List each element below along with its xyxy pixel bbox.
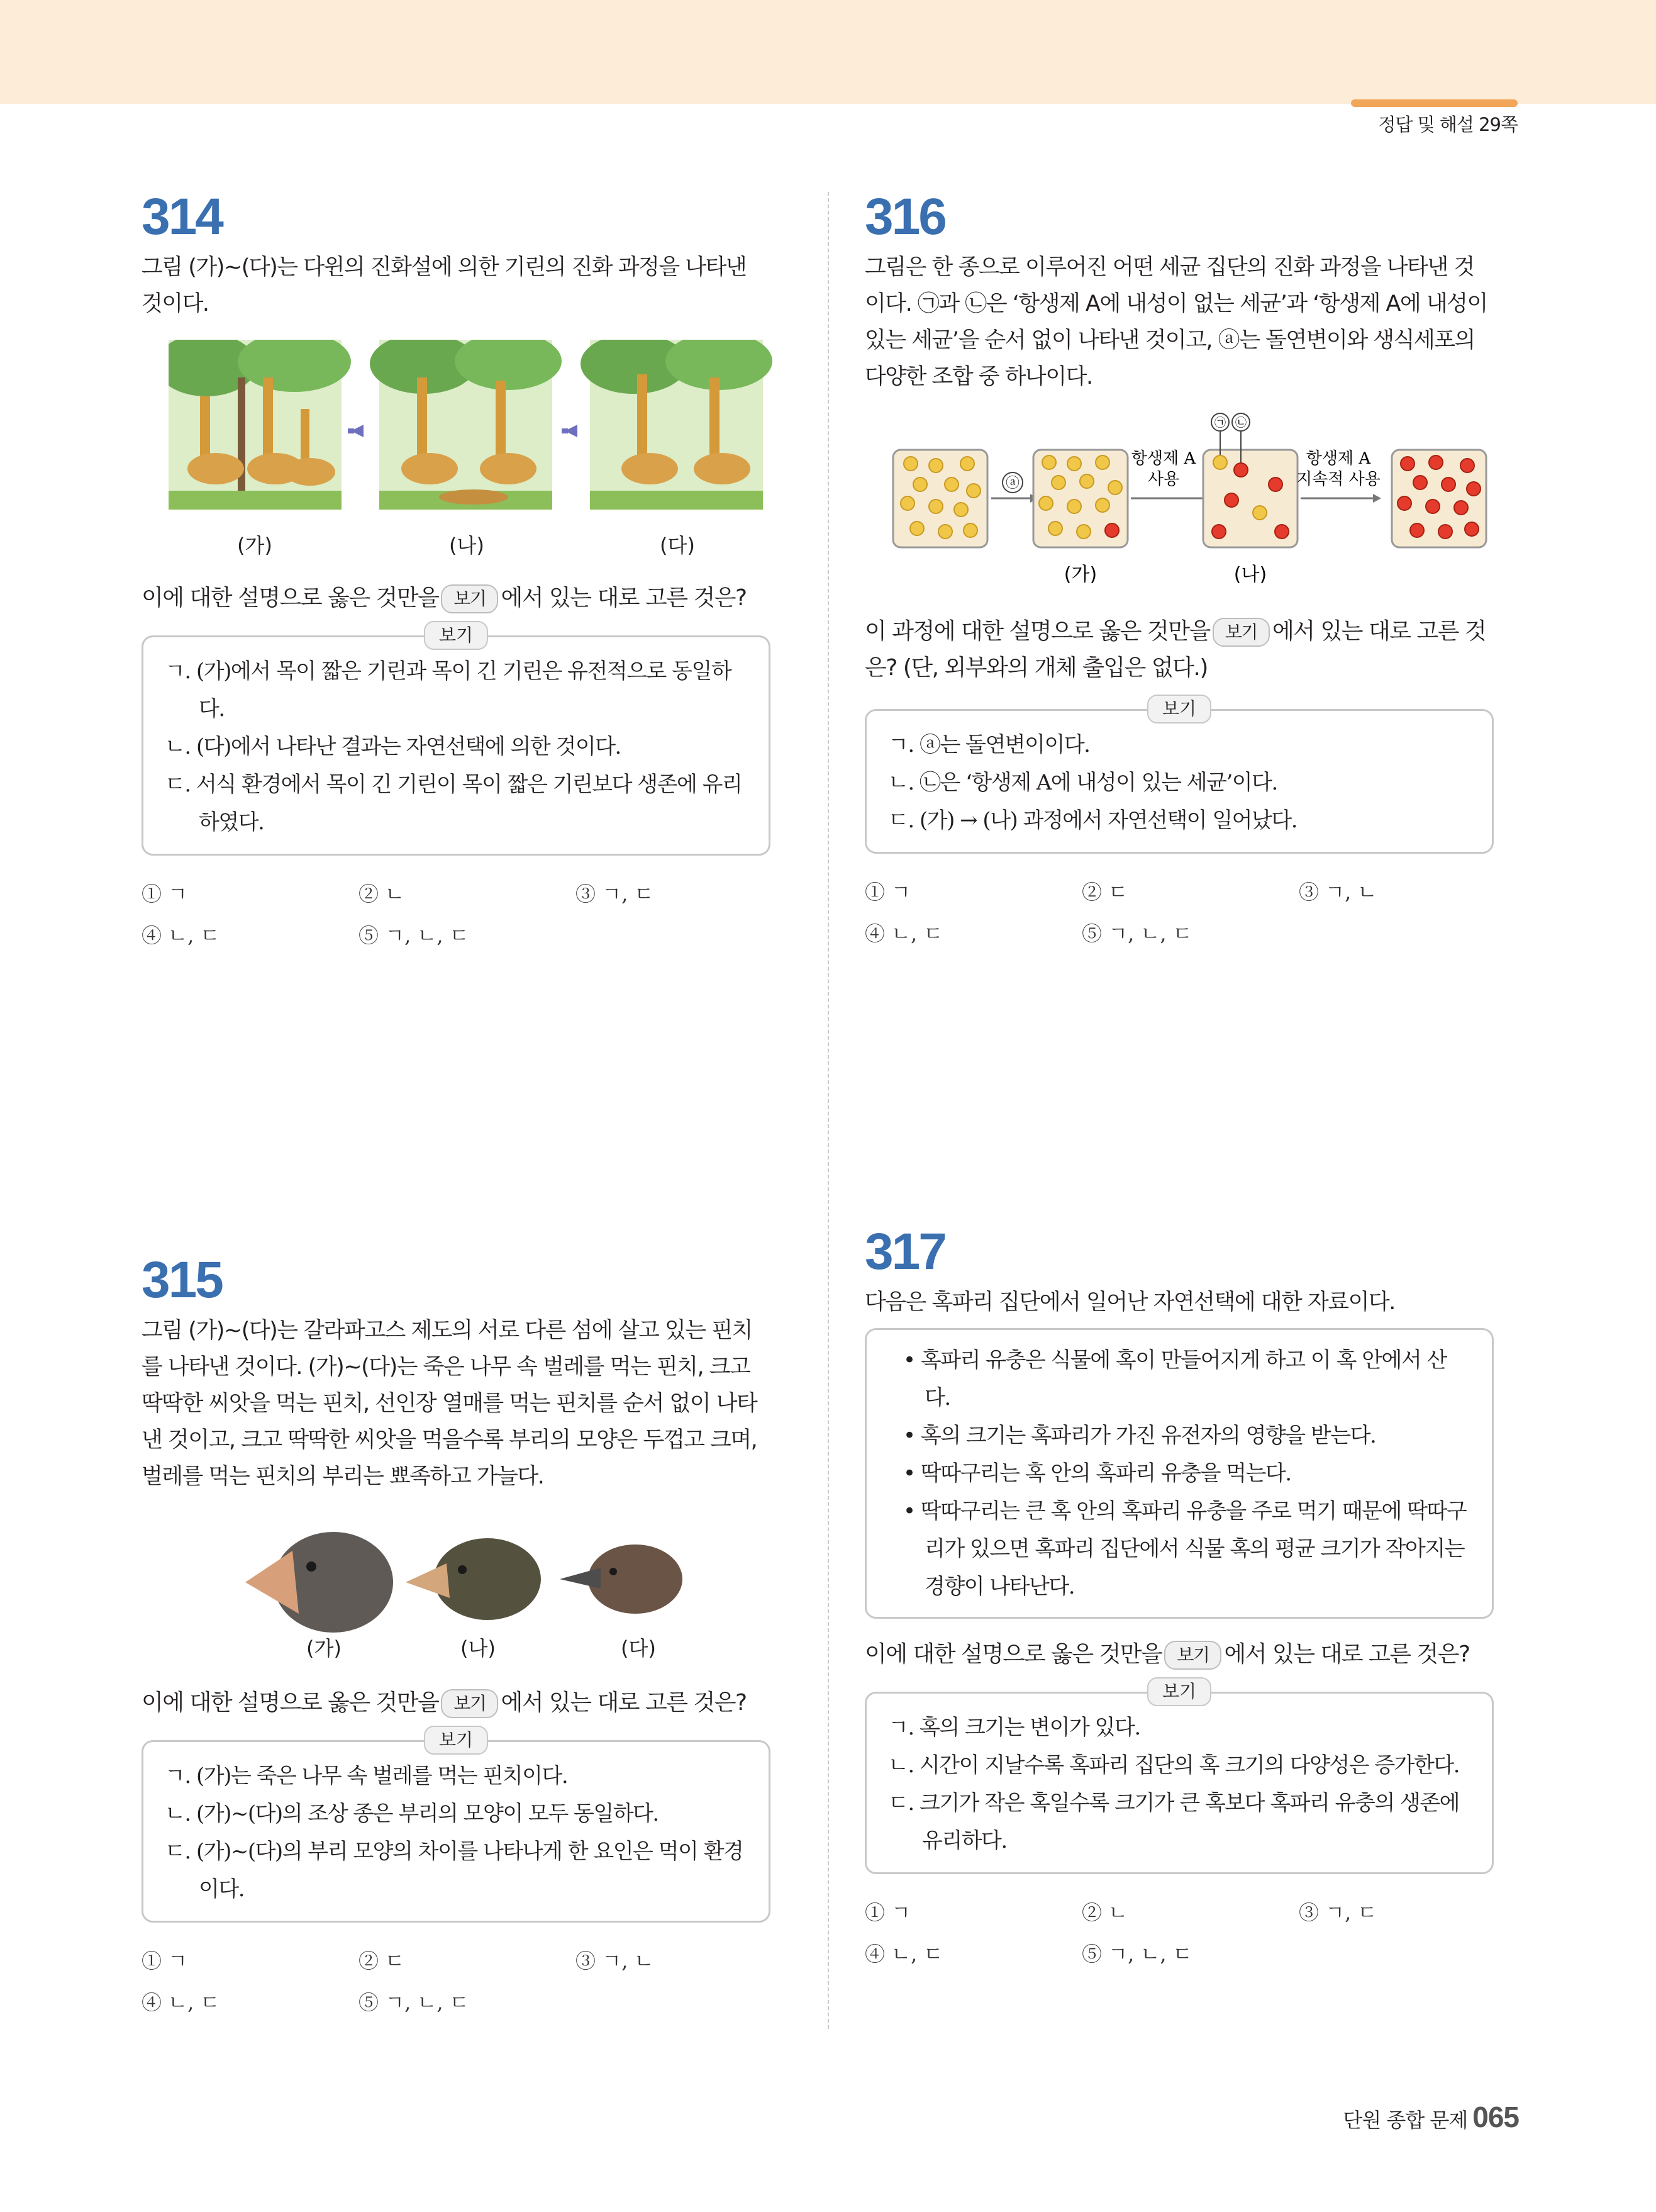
choice-3[interactable]: ③ ㄱ, ㄴ — [575, 1949, 654, 1973]
data-bullet: • 딱따구리는 혹 안의 혹파리 유충을 먹는다. — [903, 1461, 1291, 1486]
choice-5[interactable]: ⑤ ㄱ, ㄴ, ㄷ — [1082, 1942, 1192, 1966]
question-317 — [865, 1224, 1494, 1971]
dish-1 — [893, 450, 987, 547]
question-number: 317 — [865, 1223, 945, 1280]
question-stem: 그림 (가)~(다)는 갈라파고스 제도의 서로 다른 섬에 살고 있는 핀치를 나타낸 것이다. (가)~(다)는 죽은 나무 속 벌레를 먹는 핀치, 크고 딱딱한 씨앗을 먹는 핀치, 선인장 열매를 먹는 핀치를 순서 없이 나타낸 것이고, 크고 딱딱한 씨앗을 먹을수록 부리의 모양은 두껍고 크며, 벌레를 먹는 핀치의 부리는 뾰족하고 가늘다. — [142, 1318, 757, 1489]
choice-2[interactable]: ② ㄴ — [1082, 1901, 1128, 1924]
top-band — [0, 0, 1656, 104]
bogi-item: ㄱ. 혹의 크기는 변이가 있다. — [888, 1715, 1140, 1740]
arrow-a — [991, 472, 1038, 503]
data-bullet: • 혹파리 유충은 식물에 혹이 만들어지게 하고 이 혹 안에서 산다. — [903, 1348, 1447, 1410]
bogi-item: ㄷ. (가) → (나) 과정에서 자연선택이 일어났다. — [888, 808, 1298, 833]
dish-label-na: (나) — [1233, 564, 1267, 586]
bogi-chip: 보기 — [1164, 1641, 1221, 1670]
question-316 — [865, 189, 1494, 395]
choice-3[interactable]: ③ ㄱ, ㄷ — [1299, 1901, 1377, 1924]
data-bullet: • 딱따구리는 큰 혹 안의 혹파리 유충을 주로 먹기 때문에 딱따구리가 있으면 혹파리 집단에서 식물 혹의 평균 크기가 작아지는 경향이 나타난다. — [903, 1499, 1467, 1599]
bacteria-process — [892, 412, 1489, 601]
question-316-body — [865, 613, 1494, 951]
question-314 — [142, 189, 770, 322]
bogi-chip: 보기 — [1213, 618, 1270, 647]
choice-4[interactable]: ④ ㄴ, ㄷ — [142, 924, 220, 947]
question-number: 315 — [142, 1251, 222, 1309]
choice-1[interactable]: ① ㄱ — [142, 882, 188, 906]
bogi-chip: 보기 — [441, 1689, 498, 1718]
bogi-item: ㄷ. 서식 환경에서 목이 긴 기린이 목이 짧은 기린보다 생존에 유리하였다. — [165, 772, 742, 835]
dish-ga — [1033, 450, 1128, 547]
dish-label-ga: (가) — [1064, 564, 1098, 586]
bogi-item: ㄴ. (다)에서 나타난 결과는 자연선택에 의한 것이다. — [165, 734, 621, 759]
bogi-box — [865, 698, 1494, 854]
figure-label-ga: (가) — [306, 1636, 342, 1660]
choice-5[interactable]: ⑤ ㄱ, ㄴ, ㄷ — [358, 1991, 469, 2014]
marker-b: ㉡ — [1235, 416, 1247, 430]
answer-reference: 정답 및 해설 29쪽 — [1378, 114, 1518, 135]
bogi-tab: 보기 — [1147, 1677, 1211, 1706]
bogi-box — [142, 1729, 770, 1923]
figure-label-da: (다) — [621, 1636, 656, 1660]
continuous-use-label: 지속적 사용 — [1296, 470, 1381, 489]
bacteria-diagram — [892, 412, 1489, 601]
choice-3[interactable]: ③ ㄱ, ㄴ — [1299, 880, 1377, 904]
antibiotic-label: 항생제 A — [1131, 449, 1196, 468]
choice-2[interactable]: ② ㄷ — [1082, 880, 1128, 904]
figure-label-da: (다) — [660, 533, 695, 557]
choice-5[interactable]: ⑤ ㄱ, ㄴ, ㄷ — [358, 924, 469, 947]
page-footer — [1321, 2100, 1519, 2134]
question-prompt: 이에 대한 설명으로 옳은 것만을 보기 에서 있는 대로 고른 것은? — [865, 1636, 1494, 1673]
choice-2[interactable]: ② ㄷ — [358, 1949, 405, 1973]
bogi-tab: 보기 — [424, 1726, 488, 1755]
column-divider — [828, 192, 829, 2029]
bogi-item: ㄴ. ㉡은 ‘항생제 A에 내성이 있는 세균’이다. — [888, 770, 1277, 795]
bogi-chip: 보기 — [441, 584, 498, 613]
bogi-tab: 보기 — [1147, 695, 1211, 723]
arrow-continuous — [1296, 449, 1381, 503]
question-prompt: 이에 대한 설명으로 옳은 것만을 보기 에서 있는 대로 고른 것은? — [142, 1685, 770, 1721]
finch-ga — [245, 1532, 393, 1633]
figure-label-na: (나) — [460, 1636, 496, 1660]
dish-na — [1203, 413, 1298, 547]
bogi-item: ㄱ. (가)는 죽은 나무 속 벌레를 먹는 핀치이다. — [165, 1763, 568, 1789]
answer-choices — [142, 1944, 770, 2019]
question-prompt: 이에 대한 설명으로 옳은 것만을 보기 에서 있는 대로 고른 것은? — [142, 580, 770, 617]
question-number: 316 — [865, 188, 945, 245]
choice-1[interactable]: ① ㄱ — [142, 1949, 188, 1973]
giraffe-illustration — [169, 340, 772, 522]
choice-1[interactable]: ① ㄱ — [865, 880, 911, 904]
question-stem: 다음은 혹파리 집단에서 일어난 자연선택에 대한 자료이다. — [865, 1290, 1395, 1315]
answer-choices — [865, 875, 1494, 951]
answer-choices — [142, 877, 770, 952]
figure-label-ga: (가) — [237, 533, 272, 557]
giraffe-figure — [169, 340, 772, 522]
choice-1[interactable]: ① ㄱ — [865, 1901, 911, 1924]
figure-label-na: (나) — [449, 533, 484, 557]
bogi-item: ㄷ. 크기가 작은 혹일수록 크기가 큰 혹보다 혹파리 유충의 생존에 유리하다. — [888, 1790, 1460, 1853]
question-stem: 그림은 한 종으로 이루어진 어떤 세균 집단의 진화 과정을 나타낸 것이다. ㉠과 ㉡은 ‘항생제 A에 내성이 없는 세균’과 ‘항생제 A에 내성이 있는 세균’을 순서 없이 나타낸 것이고, ⓐ는 돌연변이와 생식세포의 다양한 조합 중 하나이다. — [865, 255, 1487, 389]
arrow-antibiotic — [1131, 449, 1211, 503]
use-label: 사용 — [1147, 470, 1180, 489]
marker-a: ㉠ — [1214, 416, 1226, 430]
data-bullet: • 혹의 크기는 혹파리가 가진 유전자의 영향을 받는다. — [903, 1423, 1376, 1448]
question-prompt: 이 과정에 대한 설명으로 옳은 것만을 보기 에서 있는 대로 고른 것은? (단, 외부와의 개체 출입은 없다.) — [865, 618, 1486, 681]
choice-4[interactable]: ④ ㄴ, ㄷ — [142, 1991, 220, 2014]
bogi-item: ㄱ. ⓐ는 돌연변이이다. — [888, 732, 1090, 757]
choice-4[interactable]: ④ ㄴ, ㄷ — [865, 922, 943, 946]
bogi-box — [142, 625, 770, 856]
choice-5[interactable]: ⑤ ㄱ, ㄴ, ㄷ — [1082, 922, 1192, 946]
bogi-item: ㄷ. (가)~(다)의 부리 모양의 차이를 나타나게 한 요인은 먹이 환경이다. — [165, 1839, 743, 1902]
bogi-item: ㄱ. (가)에서 목이 짧은 기린과 목이 긴 기린은 유전적으로 동일하다. — [165, 659, 731, 722]
question-stem: 그림 (가)~(다)는 다윈의 진화설에 의한 기린의 진화 과정을 나타낸 것이다. — [142, 255, 747, 316]
question-315 — [142, 1252, 770, 1495]
section-name: 단원 종합 문제 — [1343, 2108, 1468, 2132]
question-315-body — [142, 1685, 770, 2019]
choice-2[interactable]: ② ㄴ — [358, 882, 405, 906]
answer-choices — [865, 1896, 1494, 1971]
finch-na — [406, 1538, 541, 1620]
dish-3 — [1392, 450, 1486, 547]
data-box — [865, 1328, 1494, 1619]
finch-heads — [239, 1522, 692, 1648]
question-314-body — [142, 580, 770, 952]
bogi-tab: 보기 — [424, 621, 488, 650]
answer-ref-bar — [1351, 99, 1518, 107]
finch-figure — [239, 1522, 692, 1648]
bogi-item: ㄴ. 시간이 지날수록 혹파리 집단의 혹 크기의 다양성은 증가한다. — [888, 1753, 1460, 1778]
bogi-item: ㄴ. (가)~(다)의 조상 종은 부리의 모양이 모두 동일하다. — [165, 1801, 659, 1826]
finch-da — [560, 1544, 682, 1614]
bogi-box — [865, 1681, 1494, 1874]
step-a-label: ⓐ — [1005, 476, 1020, 491]
question-number: 314 — [142, 188, 222, 245]
choice-4[interactable]: ④ ㄴ, ㄷ — [865, 1942, 943, 1966]
page-number: 065 — [1472, 2101, 1519, 2133]
antibiotic-label: 항생제 A — [1306, 449, 1371, 468]
choice-3[interactable]: ③ ㄱ, ㄷ — [575, 882, 654, 906]
